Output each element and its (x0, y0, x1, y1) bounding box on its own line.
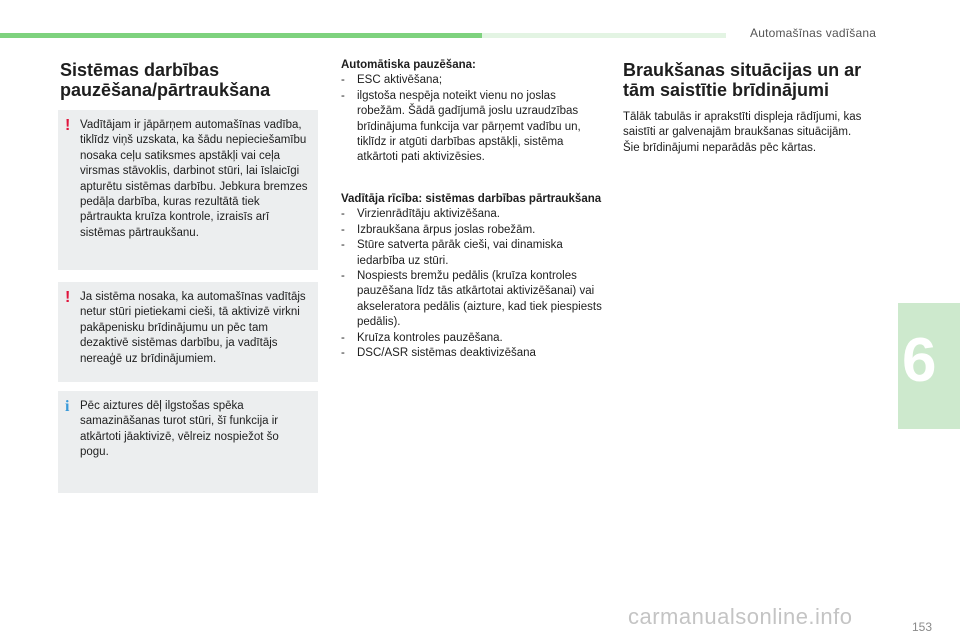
driver-action-block (341, 192, 603, 361)
warning-icon: ! (65, 117, 71, 134)
warning-note-1 (58, 110, 318, 270)
section-title-pause-text: Sistēmas darbības pauzēšana/pārtraukšana (60, 60, 271, 100)
warning-note-2 (58, 282, 318, 382)
info-note-text: Pēc aiztures dēļ ilgstošas spēka samazināšanas turot stūri, šī funkcija ir atkārtoti jāaktivizē, vēlreiz nospiežot šo pogu. (80, 400, 279, 459)
watermark: carmanualsonline.info (628, 604, 853, 629)
info-icon: i (65, 398, 70, 415)
page-number: 153 (912, 620, 933, 634)
warning-icon: ! (65, 289, 71, 306)
chapter-progress-bar (0, 33, 482, 38)
list-item: - DSC/ASR sistēmas deaktivizēšana (341, 346, 603, 361)
list-item: - Kruīza kontroles pauzēšana. (341, 331, 603, 346)
list-item: - ilgstoša nespēja noteikt vienu no joslas robežām. Šādā gadījumā joslu uzraudzības brīdinājuma funkcija var pārņemt vadību un, tiklīdz ir atgūti darbības apstākļi, sistēma atkārtoti pati aktivizēsies. (341, 89, 603, 166)
driver-action-list (341, 207, 603, 361)
info-note (58, 391, 318, 493)
chapter-tab (898, 303, 960, 429)
warning-note-2-text: Ja sistēma nosaka, ka automašīnas vadītājs netur stūri pietiekami cieši, tā aktivizē virkni pakāpenisku brīdinājumu un pēc tam dezaktivē sistēmas darbību, ja vadītājs nereaģē uz brīdinājumiem. (80, 291, 306, 365)
auto-pause-heading: Automātiska pauzēšana: (341, 59, 476, 71)
auto-pause-list (341, 73, 603, 165)
chapter-progress-bar-track (482, 33, 726, 38)
driver-action-heading: Vadītāja rīcība: sistēmas darbības pārtraukšana (341, 193, 602, 205)
auto-pause-block (341, 58, 603, 166)
list-item: - Nospiests bremžu pedālis (kruīza kontroles pauzēšana līdz tās atkārtotai aktivizēšanai) vai akseleratora pedālis (aizture, kad tiek piespiests pedālis). (341, 269, 603, 331)
list-item: - Virzienrādītāju aktivizēšana. (341, 207, 603, 222)
paragraph: Šie brīdinājumi neparādās pēc kārtas. (623, 141, 817, 154)
section-title-situations (623, 60, 893, 100)
section-title-situations-text: Braukšanas situācijas un ar tām saistītie brīdinājumi (623, 60, 862, 100)
list-item: - Stūre satverta pārāk cieši, vai dinamiska iedarbība uz stūri. (341, 238, 603, 269)
list-item: - ESC aktivēšana; (341, 73, 603, 88)
warning-note-1-text: Vadītājam ir jāpārņem automašīnas vadība, tiklīdz viņš uzskata, ka šādu nepieciešamību nosaka ceļu satiksmes apstākļi vai ceļa virsmas stāvoklis, darbinot stūri, lai īslaicīgi apturētu sistēmas darbību. Jebkura bremzes pedāļa darbība, kuras rezultātā tiek pārtraukta kruīza kontrole, izraisīs arī sistēmas pārtraukšanu. (80, 119, 308, 239)
paragraph: Tālāk tabulās ir aprakstīti displeja rādījumi, kas saistīti ar galvenajām braukšanas situācijām. (623, 111, 862, 139)
chapter-title: Automašīnas vadīšana (750, 26, 877, 40)
section-title-pause (60, 60, 320, 100)
chapter-number: 6 (902, 326, 937, 395)
list-item: - Izbraukšana ārpus joslas robežām. (341, 223, 603, 238)
situations-intro (623, 110, 893, 156)
